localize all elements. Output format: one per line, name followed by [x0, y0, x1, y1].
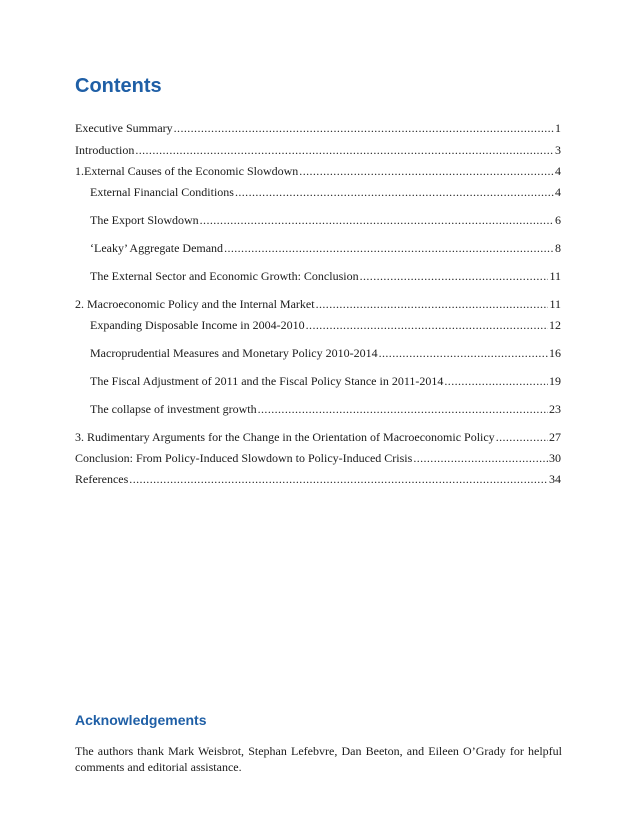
toc-entry-external-financial-conditions[interactable]	[90, 185, 561, 199]
toc-entry-fiscal-adjustment[interactable]	[90, 374, 561, 388]
toc-entry-label: Introduction	[75, 143, 135, 157]
contents-heading: Contents	[75, 75, 162, 97]
toc-leader-dots	[174, 121, 554, 135]
toc-entry-disposable-income[interactable]	[90, 318, 561, 332]
toc-entry-page: 1	[555, 121, 561, 135]
toc-entry-section-3[interactable]	[75, 430, 561, 444]
toc-entry-page: 6	[555, 213, 561, 227]
toc-entry-page: 4	[555, 185, 561, 199]
toc-entry-label: External Financial Conditions	[90, 185, 234, 199]
toc-leader-dots	[235, 185, 554, 199]
toc-entry-external-sector-conclusion[interactable]	[90, 269, 561, 283]
toc-leader-dots	[316, 297, 549, 311]
toc-entry-label: Conclusion: From Policy-Induced Slowdown to Policy-Induced Crisis	[75, 451, 413, 465]
toc-entry-section-1[interactable]	[75, 164, 561, 178]
toc-entry-label: ‘Leaky’ Aggregate Demand	[90, 241, 224, 255]
toc-entry-label: The Fiscal Adjustment of 2011 and the Fiscal Policy Stance in 2011-2014	[90, 374, 444, 388]
toc-entry-label: 3. Rudimentary Arguments for the Change in the Orientation of Macroeconomic Policy	[75, 430, 495, 444]
toc-leader-dots	[444, 374, 548, 388]
toc-entry-page: 23	[549, 402, 561, 416]
toc-entry-introduction[interactable]	[75, 143, 561, 157]
toc-entry-label: The Export Slowdown	[90, 213, 199, 227]
toc-entry-references[interactable]	[75, 472, 561, 486]
toc-entry-label: Expanding Disposable Income in 2004-2010	[90, 318, 305, 332]
toc-entry-label: Macroprudential Measures and Monetary Policy 2010-2014	[90, 346, 378, 360]
toc-entry-label: References	[75, 472, 129, 486]
acknowledgements-text: The authors thank Mark Weisbrot, Stephan Lefebvre, Dan Beeton, and Eileen O’Grady for helpful comments and editorial assistance.	[75, 744, 562, 774]
toc-entry-page: 30	[549, 451, 561, 465]
toc-leader-dots	[258, 402, 548, 416]
toc-entry-page: 3	[555, 143, 561, 157]
toc-leader-dots	[224, 241, 554, 255]
toc-entry-page: 19	[549, 374, 561, 388]
toc-leader-dots	[360, 269, 549, 283]
toc-entry-page: 11	[549, 269, 561, 283]
toc-entry-label: The External Sector and Economic Growth: Conclusion	[90, 269, 359, 283]
toc-entry-page: 8	[555, 241, 561, 255]
toc-leader-dots	[379, 346, 548, 360]
toc-entry-export-slowdown[interactable]	[90, 213, 561, 227]
acknowledgements-heading: Acknowledgements	[75, 712, 207, 728]
toc-entry-number: 1.	[75, 164, 84, 178]
toc-leader-dots	[299, 164, 554, 178]
toc-leader-dots	[306, 318, 548, 332]
toc-entry-page: 16	[549, 346, 561, 360]
toc-entry-label: Executive Summary	[75, 121, 173, 135]
toc-entry-page: 34	[549, 472, 561, 486]
toc-leader-dots	[200, 213, 554, 227]
toc-entry-conclusion[interactable]	[75, 451, 561, 465]
toc-entry-label: External Causes of the Economic Slowdown	[84, 164, 299, 178]
toc-entry-leaky-aggregate-demand[interactable]	[90, 241, 561, 255]
toc-leader-dots	[135, 143, 554, 157]
toc-entry-executive-summary[interactable]	[75, 121, 561, 135]
toc-entry-page: 27	[549, 430, 561, 444]
toc-entry-investment-collapse[interactable]	[90, 402, 561, 416]
toc-entry-label: The collapse of investment growth	[90, 402, 257, 416]
toc-entry-page: 4	[555, 164, 561, 178]
toc-entry-page: 12	[549, 318, 561, 332]
toc-entry-macroprudential-measures[interactable]	[90, 346, 561, 360]
toc-leader-dots	[413, 451, 548, 465]
toc-leader-dots	[129, 472, 548, 486]
toc-entry-label: 2. Macroeconomic Policy and the Internal Market	[75, 297, 315, 311]
toc-entry-page: 11	[549, 297, 561, 311]
toc-leader-dots	[496, 430, 548, 444]
toc-entry-section-2[interactable]	[75, 297, 561, 311]
